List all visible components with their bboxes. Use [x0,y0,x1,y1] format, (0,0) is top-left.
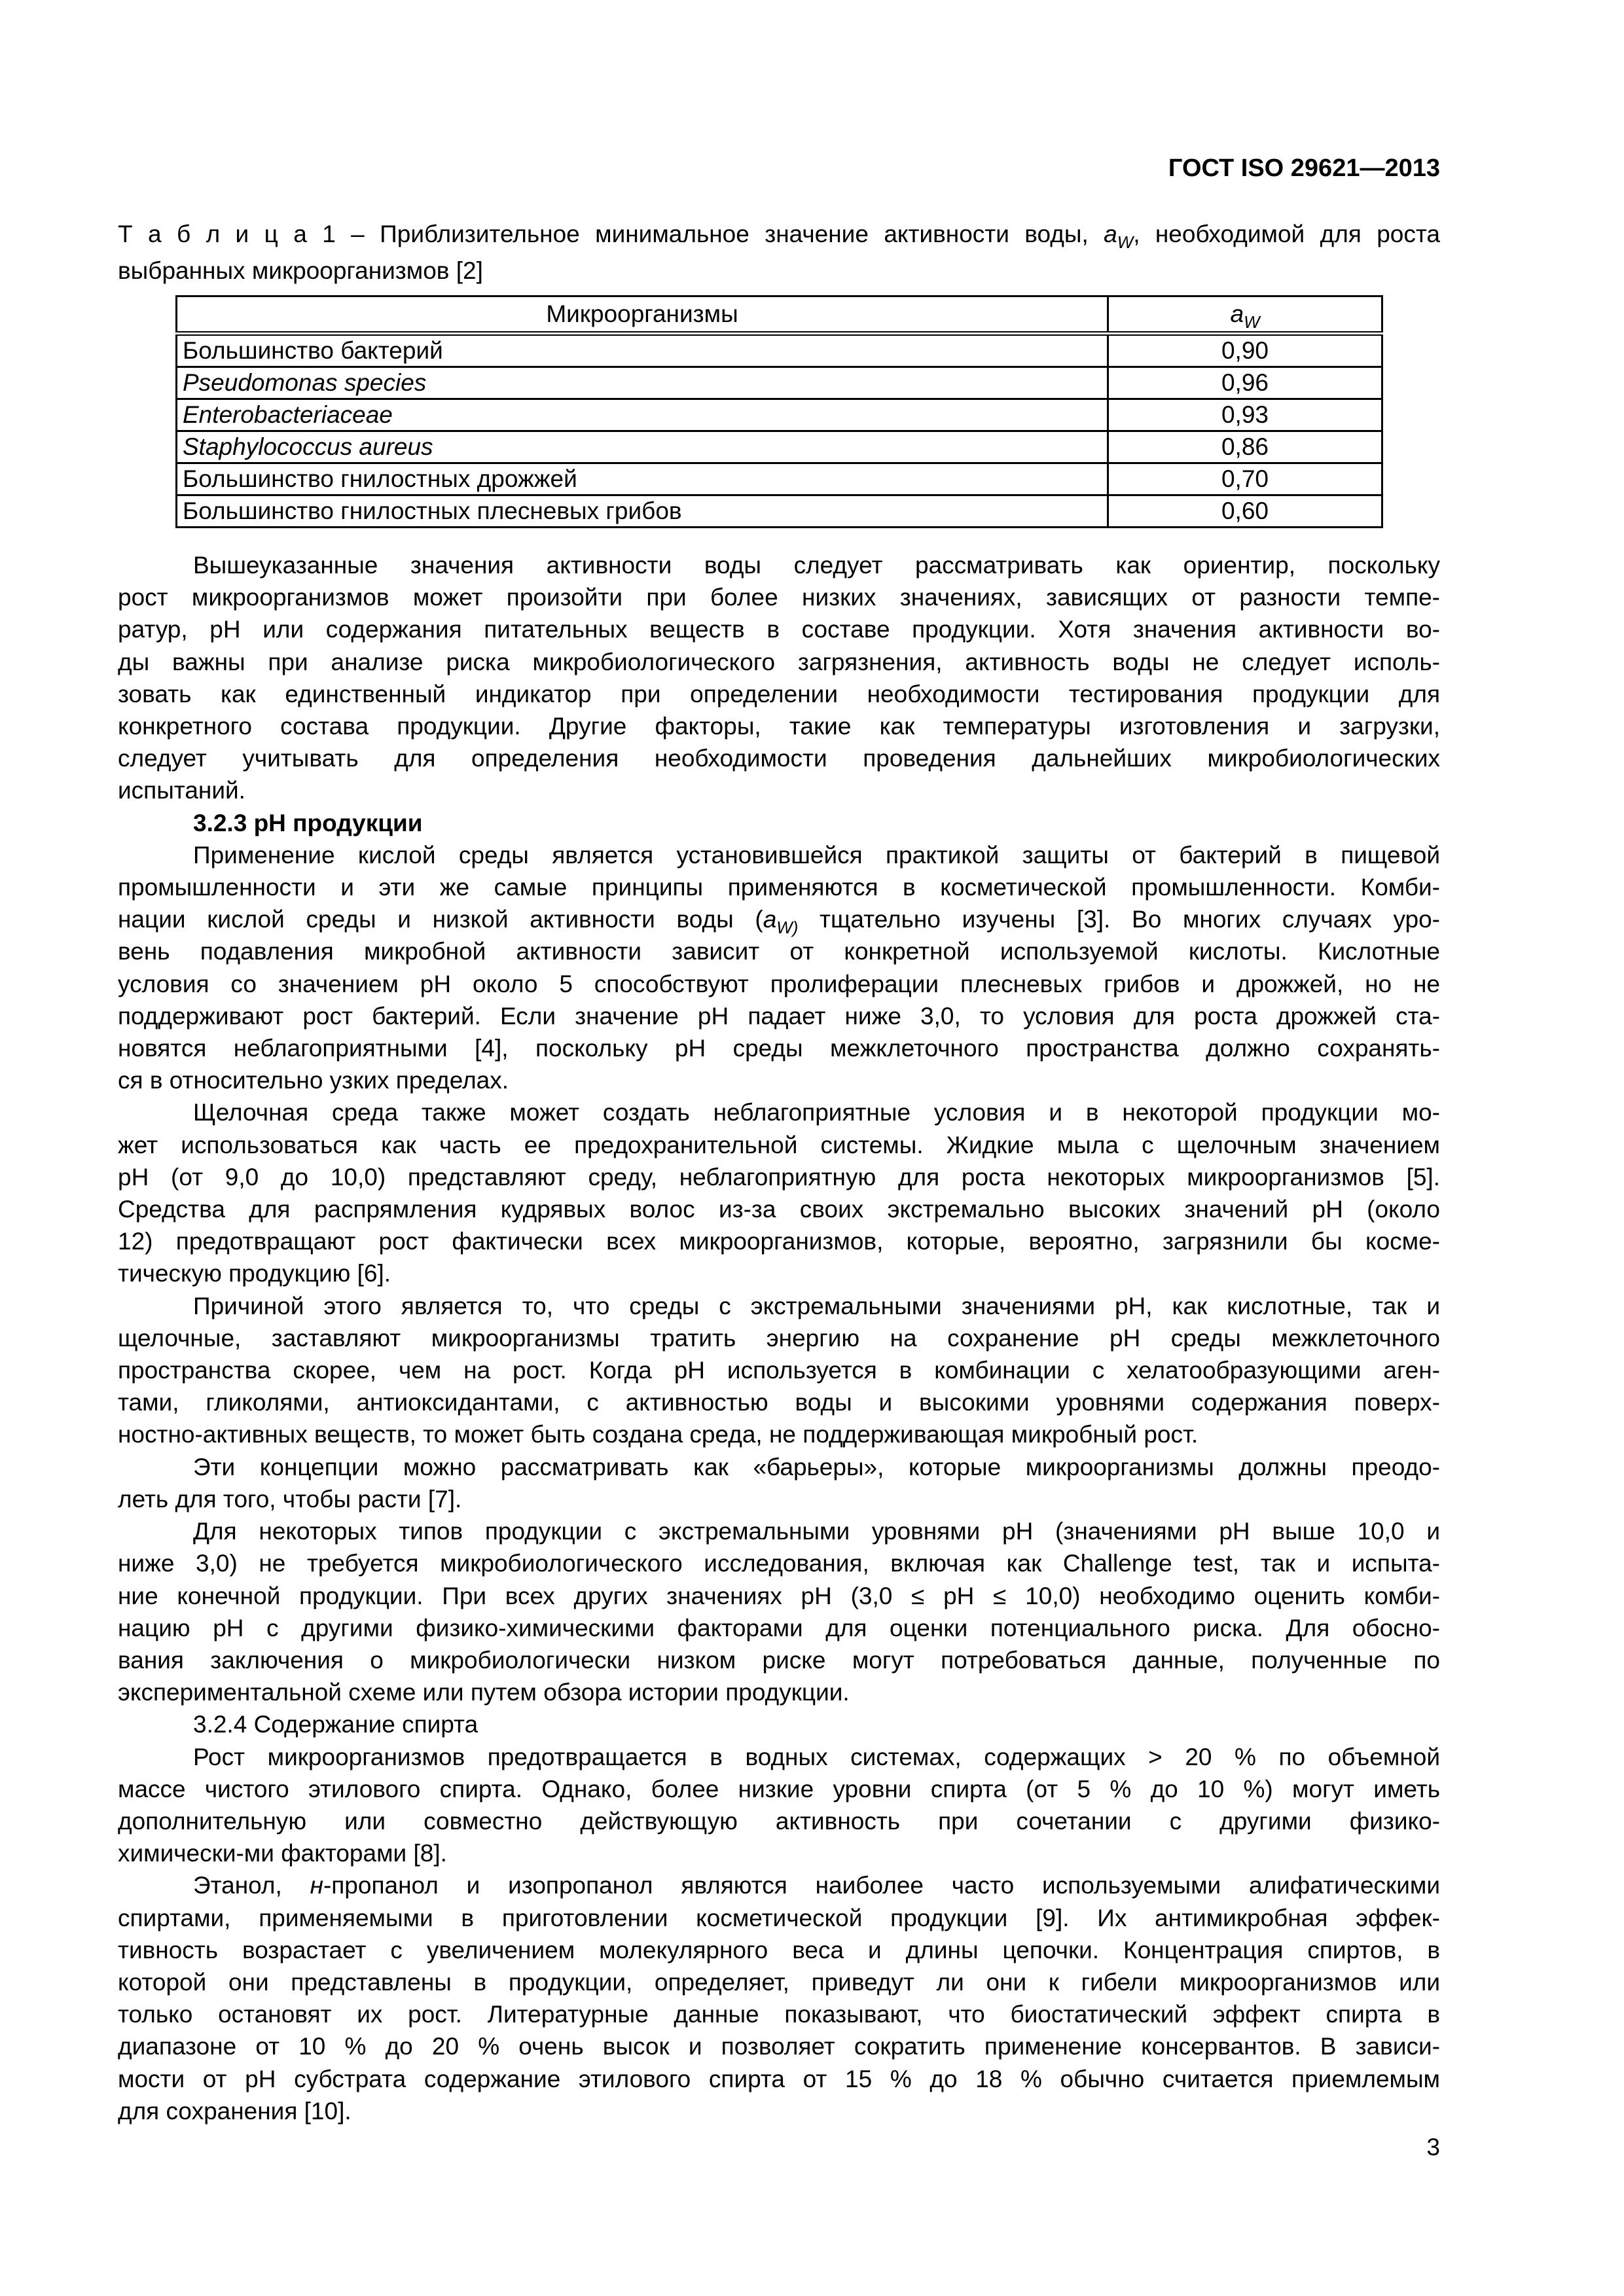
table-header-row [177,296,1382,334]
caption-line-1 [118,216,1440,253]
table-row [177,495,1382,528]
table-caption [118,216,1440,289]
paragraph-line: ностно-активных веществ, то может быть создана среда, не поддерживающая микробный рост. [118,1421,1199,1448]
paragraph-line: Вышеуказанные значения активности воды следует рассматривать как ориентир, поскольку [193,552,1440,579]
paragraph-line: тивность возрастает с увеличением молекулярного веса и длины цепочки. Концентрация спиртов, в [118,1936,1440,1964]
italic-text: a [763,906,777,933]
microorganism-cell: Staphylococcus aureus [177,431,1108,463]
aw-value-cell: 0,86 [1108,431,1382,463]
text-segment: нации кислой среды и низкой активности воды ( [118,906,763,933]
paragraph-line: Эти концепции можно рассматривать как «барьеры», которые микроорганизмы должны преодо- [193,1453,1440,1480]
paragraph-line: промышленности и эти же самые принципы применяются в косметической промышленности. Комби- [118,874,1440,901]
paragraph-line: Рост микроорганизмов предотвращается в водных системах, содержащих > 20 % по объемной [193,1743,1440,1770]
aw-value-cell: 0,93 [1108,399,1382,431]
paragraph-line: ся в относительно узких пределах. [118,1067,509,1094]
paragraph-line: тическую продукцию [6]. [118,1260,391,1287]
subscript: W) [776,919,799,938]
paragraph-line: ниже 3,0) не требуется микробиологического исследования, включая как Challenge test, так и испыта- [118,1550,1440,1577]
paragraph-line: дополнительную или совместно действующую активность при сочетании с другими физико- [118,1807,1440,1835]
paragraph-line: экспериментальной схеме или путем обзора истории продукции. [118,1679,850,1706]
paragraph-line: тами, гликолями, антиоксидантами, с активностью воды и высокими уровнями содержания поверх- [118,1389,1440,1416]
paragraph-line: щелочные, заставляют микроорганизмы тратить энергию на сохранение pH среды межклеточного [118,1324,1440,1352]
paragraph-line: которой они представлены в продукции, определяет, приведут ли они к гибели микроорганизмов или [118,1968,1440,1996]
paragraph-line: ды важны при анализе риска микробиологического загрязнения, активность воды не следует исполь- [118,648,1440,675]
paragraph-line: вания заключения о микробиологически низком риске могут потребоваться данные, полученные по [118,1646,1440,1674]
water-activity-table [175,295,1383,528]
paragraph-line: спиртами, применяемыми в приготовлении косметической продукции [9]. Их антимикробная эффек- [118,1904,1440,1931]
paragraph-line: пространства скорее, чем на рост. Когда pH используется в комбинации с хелатообразующими аген- [118,1357,1440,1384]
aw-value-cell: 0,70 [1108,463,1382,495]
aw-value-cell: 0,60 [1108,495,1382,528]
aw-symbol: a [1104,221,1117,247]
table-row [177,334,1382,367]
paragraph-line: новятся неблагоприятными [4], поскольку pH среды межклеточного пространства должно сохранять- [118,1035,1440,1062]
paragraph-line: жет использоваться как часть ее предохранительной системы. Жидкие мыла с щелочным значением [118,1131,1440,1158]
table-row [177,431,1382,463]
microorganism-cell: Enterobacteriaceae [177,399,1108,431]
paragraph-line: Для некоторых типов продукции с экстремальными уровнями pH (значениями pH выше 10,0 и [193,1518,1440,1545]
aw-subscript: W [1244,314,1260,332]
paragraph-line: мости от pH субстрата содержание этилового спирта от 15 % до 18 % обычно считается приемлемым [118,2065,1440,2092]
italic-text: н [310,1872,323,1899]
paragraph-line [118,1869,1440,1901]
paragraph-line: ние конечной продукции. При всех других значениях pH (3,0 ≤ pH ≤ 10,0) необходимо оценить комби- [118,1582,1440,1609]
caption-line-2: выбранных микроорганизмов [2] [118,257,483,284]
aw-value-cell: 0,96 [1108,367,1382,399]
paragraph-line: конкретного состава продукции. Другие факторы, такие как температуры изготовления и загрузки, [118,713,1440,740]
paragraph-line: для сохранения [10]. [118,2097,352,2125]
section-heading: 3.2.3 pH продукции [193,809,423,836]
text-segment: тщательно изучены [3]. Во многих случаях уро- [798,906,1441,933]
aw-symbol: a [1230,300,1244,327]
paragraph-line: условия со значением pH около 5 способствуют пролиферации плесневых грибов и дрожжей, но не [118,970,1440,997]
paragraph-line: вень подавления микробной активности зависит от конкретной используемой кислоты. Кислотные [118,938,1440,965]
table-row [177,463,1382,495]
paragraph-line: поддерживают рост бактерий. Если значение pH падает ниже 3,0, то условия для роста дрожжей ста- [118,1002,1440,1030]
table-row [177,367,1382,399]
microorganism-cell: Большинство гнилостных дрожжей [177,463,1108,495]
paragraph-line: следует учитывать для определения необходимости проведения дальнейших микробиологических [118,745,1440,772]
paragraph-line: леть для того, чтобы расти [7]. [118,1485,462,1513]
section-heading: 3.2.4 Содержание спирта [193,1711,478,1738]
paragraph-line: химически-ми факторами [8]. [118,1840,447,1867]
paragraph-line: pH (от 9,0 до 10,0) представляют среду, неблагоприятную для роста некоторых микроорганизмов [5]. [118,1163,1440,1191]
aw-subscript: W [1117,234,1134,253]
text-segment: -пропанол и изопропанол являются наиболее часто используемыми алифатическими [323,1872,1440,1899]
page-number: 3 [1426,2134,1440,2161]
body-text [118,549,1440,2127]
header-aw [1108,296,1382,334]
table-row [177,399,1382,431]
paragraph-line: массе чистого этилового спирта. Однако, более низкие уровни спирта (от 5 % до 10 %) могут иметь [118,1775,1440,1803]
paragraph-line: ратур, pH или содержания питательных веществ в составе продукции. Хотя значения активности во- [118,616,1440,643]
caption-text: Т а б л и ц а 1 – Приблизительное минимальное значение активности воды, [118,221,1104,247]
paragraph-line: рост микроорганизмов может произойти при более низких значениях, зависящих от разности темпе- [118,584,1440,611]
microorganism-cell: Большинство гнилостных плесневых грибов [177,495,1108,528]
paragraph-line: диапазоне от 10 % до 20 % очень высок и позволяет сократить применение консервантов. В зависи- [118,2033,1440,2060]
paragraph-line: зовать как единственный индикатор при определении необходимости тестирования продукции для [118,680,1440,708]
paragraph-line: Причиной этого является то, что среды с экстремальными значениями pH, как кислотные, так и [193,1292,1440,1319]
paragraph-line: Средства для распрямления кудрявых волос из-за своих экстремально высоких значений pH (около [118,1196,1440,1223]
paragraph-line [118,903,1441,938]
paragraph-line: Щелочная среда также может создать неблагоприятные условия и в некоторой продукции мо- [193,1099,1440,1126]
paragraph-line: только остановят их рост. Литературные данные показывают, что биостатический эффект спирта в [118,2001,1440,2028]
paragraph-line: 12) предотвращают рост фактически всех микроорганизмов, которые, вероятно, загрязнили бы косме- [118,1228,1440,1255]
paragraph-line: Применение кислой среды является установившейся практикой защиты от бактерий в пищевой [193,841,1440,869]
microorganism-cell: Большинство бактерий [177,334,1108,367]
text-segment: Этанол, [193,1872,310,1899]
caption-text-end: , необходимой для роста [1133,221,1440,247]
document-designation: ГОСТ ISO 29621—2013 [1168,154,1440,182]
paragraph-line: испытаний. [118,777,245,804]
aw-value-cell: 0,90 [1108,334,1382,367]
paragraph-line: нацию pH с другими физико-химическими факторами для оценки потенциального риска. Для обосно- [118,1614,1440,1641]
microorganism-cell: Pseudomonas species [177,367,1108,399]
header-microorganisms: Микроорганизмы [177,296,1108,334]
